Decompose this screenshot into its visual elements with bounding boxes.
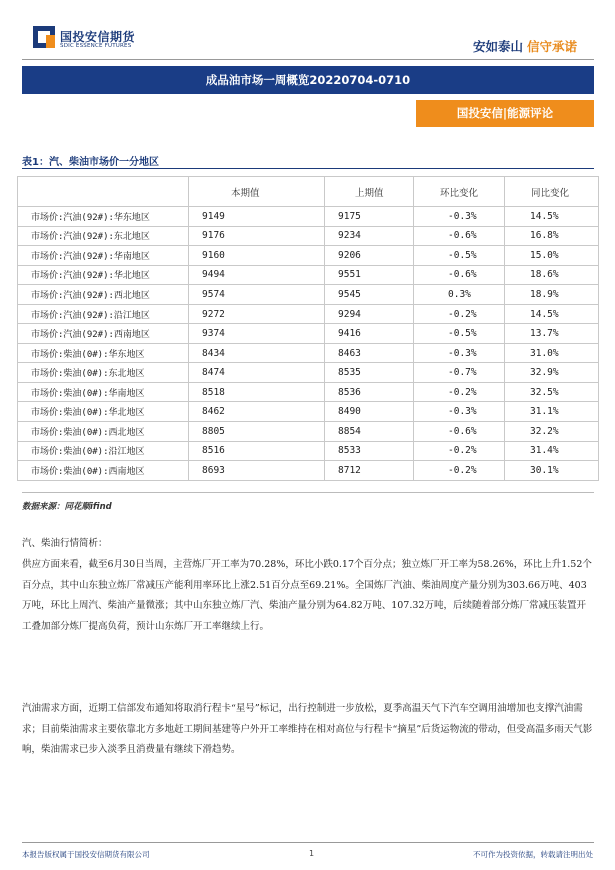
row-label: 市场价:汽油(92#):华南地区	[18, 246, 189, 266]
previous-value: 8536	[325, 382, 414, 402]
column-header: 环比变化	[414, 177, 505, 207]
mom-change: -0.6%	[414, 422, 505, 442]
source-divider	[22, 492, 594, 493]
page-number: 1	[309, 849, 315, 858]
logo-chinese-name: 国投安信期货	[60, 30, 136, 44]
previous-value: 9234	[325, 226, 414, 246]
previous-value: 9175	[325, 207, 414, 227]
yoy-change: 16.8%	[505, 226, 599, 246]
current-value: 9176	[189, 226, 325, 246]
table-row	[18, 402, 599, 422]
mom-change: -0.6%	[414, 265, 505, 285]
table-body	[18, 207, 599, 481]
yoy-change: 15.0%	[505, 246, 599, 266]
table-row	[18, 363, 599, 383]
row-label: 市场价:汽油(92#):华北地区	[18, 265, 189, 285]
previous-value: 8533	[325, 441, 414, 461]
table-row	[18, 285, 599, 305]
table-row	[18, 441, 599, 461]
yoy-change: 30.1%	[505, 461, 599, 481]
current-value: 8474	[189, 363, 325, 383]
yoy-change: 31.1%	[505, 402, 599, 422]
mom-change: -0.3%	[414, 343, 505, 363]
table-row	[18, 265, 599, 285]
row-label: 市场价:汽油(92#):西北地区	[18, 285, 189, 305]
table-row	[18, 422, 599, 442]
current-value: 8434	[189, 343, 325, 363]
mom-change: 0.3%	[414, 285, 505, 305]
previous-value: 9206	[325, 246, 414, 266]
price-table	[17, 176, 599, 481]
current-value: 8693	[189, 461, 325, 481]
mom-change: -0.7%	[414, 363, 505, 383]
current-value: 9374	[189, 324, 325, 344]
data-source-note: 数据来源：同花顺ifind	[22, 502, 112, 512]
slogan-part2: 信守承诺	[526, 39, 577, 54]
mom-change: -0.3%	[414, 207, 505, 227]
column-header: 本期值	[189, 177, 325, 207]
table-row	[18, 461, 599, 481]
row-label: 市场价:汽油(92#):华东地区	[18, 207, 189, 227]
slogan-part1: 安如泰山	[472, 39, 523, 54]
previous-value: 9294	[325, 304, 414, 324]
row-label: 市场价:柴油(0#):东北地区	[18, 363, 189, 383]
yoy-change: 13.7%	[505, 324, 599, 344]
table-title: 表1：汽、柴油市场价一分地区	[22, 157, 159, 168]
yoy-change: 32.9%	[505, 363, 599, 383]
section-heading: 汽、柴油行情简析：	[22, 538, 108, 549]
previous-value: 8712	[325, 461, 414, 481]
yoy-change: 31.4%	[505, 441, 599, 461]
current-value: 9574	[189, 285, 325, 305]
column-header: 同比变化	[505, 177, 599, 207]
mom-change: -0.2%	[414, 304, 505, 324]
current-value: 9494	[189, 265, 325, 285]
column-header	[18, 177, 189, 207]
current-value: 8516	[189, 441, 325, 461]
table-row	[18, 246, 599, 266]
current-value: 9160	[189, 246, 325, 266]
yoy-change: 18.9%	[505, 285, 599, 305]
previous-value: 8535	[325, 363, 414, 383]
page-header	[0, 0, 615, 62]
disclaimer-note: 不可作为投资依据，转载请注明出处	[473, 850, 593, 859]
row-label: 市场价:柴油(0#):华北地区	[18, 402, 189, 422]
row-label: 市场价:柴油(0#):西南地区	[18, 461, 189, 481]
yoy-change: 14.5%	[505, 304, 599, 324]
previous-value: 8854	[325, 422, 414, 442]
report-title: 成品油市场一周概览20220704-0710	[22, 66, 594, 94]
mom-change: -0.2%	[414, 461, 505, 481]
mom-change: -0.5%	[414, 324, 505, 344]
yoy-change: 32.5%	[505, 382, 599, 402]
demand-paragraph: 汽油需求方面，近期工信部发布通知将取消行程卡“星号”标记，出行控制进一步放松，夏季高温天气下汽车空调用油增加也支撑汽油需求；目前柴油需求主要依靠北方多地赶工期间基建等户外开工率维持在相对高位与行程卡“摘星”后货运物流的带动，但受高温多雨天气影响，柴油需求已步入淡季且消费量有继续下滑趋势。	[22, 703, 593, 755]
table-row	[18, 207, 599, 227]
company-logo-icon	[33, 26, 55, 48]
table-row	[18, 382, 599, 402]
header-divider	[22, 59, 594, 60]
table-row	[18, 226, 599, 246]
row-label: 市场价:汽油(92#):东北地区	[18, 226, 189, 246]
mom-change: -0.3%	[414, 402, 505, 422]
mom-change: -0.5%	[414, 246, 505, 266]
yoy-change: 14.5%	[505, 207, 599, 227]
previous-value: 8490	[325, 402, 414, 422]
mom-change: -0.2%	[414, 441, 505, 461]
current-value: 9149	[189, 207, 325, 227]
mom-change: -0.6%	[414, 226, 505, 246]
table-header-row	[18, 177, 599, 207]
mom-change: -0.2%	[414, 382, 505, 402]
row-label: 市场价:汽油(92#):西南地区	[18, 324, 189, 344]
supply-paragraph: 供应方面来看，截至6月30日当周，主营炼厂开工率为70.28%，环比小跌0.17个百分点；独立炼厂开工率为58.26%，环比上升1.52个百分点，其中山东独立炼厂常减压产能利用率环比上涨2.51百分点至69.21%。全国炼厂汽油、柴油周度产量分别为303.66万吨、403万吨，环比上周汽、柴油产量微涨；其中山东独立炼厂汽、柴油产量分别为64.82万吨、107.32万吨，后续随着部分炼厂常减压装置开工叠加部分炼厂提高负荷，预计山东炼厂开工率继续上行。	[22, 559, 592, 632]
row-label: 市场价:柴油(0#):华东地区	[18, 343, 189, 363]
previous-value: 9545	[325, 285, 414, 305]
column-header: 上期值	[325, 177, 414, 207]
row-label: 市场价:柴油(0#):沿江地区	[18, 441, 189, 461]
copyright-note: 本报告版权属于国投安信期货有限公司	[22, 850, 150, 859]
logo-english-name: SDIC ESSENCE FUTURES	[60, 43, 132, 49]
report-category-tag: 国投安信|能源评论	[416, 100, 594, 127]
slogan	[473, 37, 577, 55]
previous-value: 9416	[325, 324, 414, 344]
current-value: 8462	[189, 402, 325, 422]
current-value: 8805	[189, 422, 325, 442]
table-row	[18, 343, 599, 363]
previous-value: 9551	[325, 265, 414, 285]
yoy-change: 31.0%	[505, 343, 599, 363]
row-label: 市场价:柴油(0#):西北地区	[18, 422, 189, 442]
yoy-change: 18.6%	[505, 265, 599, 285]
table-title-divider	[22, 168, 594, 169]
table-row	[18, 304, 599, 324]
yoy-change: 32.2%	[505, 422, 599, 442]
footer-divider	[22, 842, 594, 843]
table-row	[18, 324, 599, 344]
current-value: 9272	[189, 304, 325, 324]
current-value: 8518	[189, 382, 325, 402]
row-label: 市场价:柴油(0#):华南地区	[18, 382, 189, 402]
previous-value: 8463	[325, 343, 414, 363]
row-label: 市场价:汽油(92#):沿江地区	[18, 304, 189, 324]
